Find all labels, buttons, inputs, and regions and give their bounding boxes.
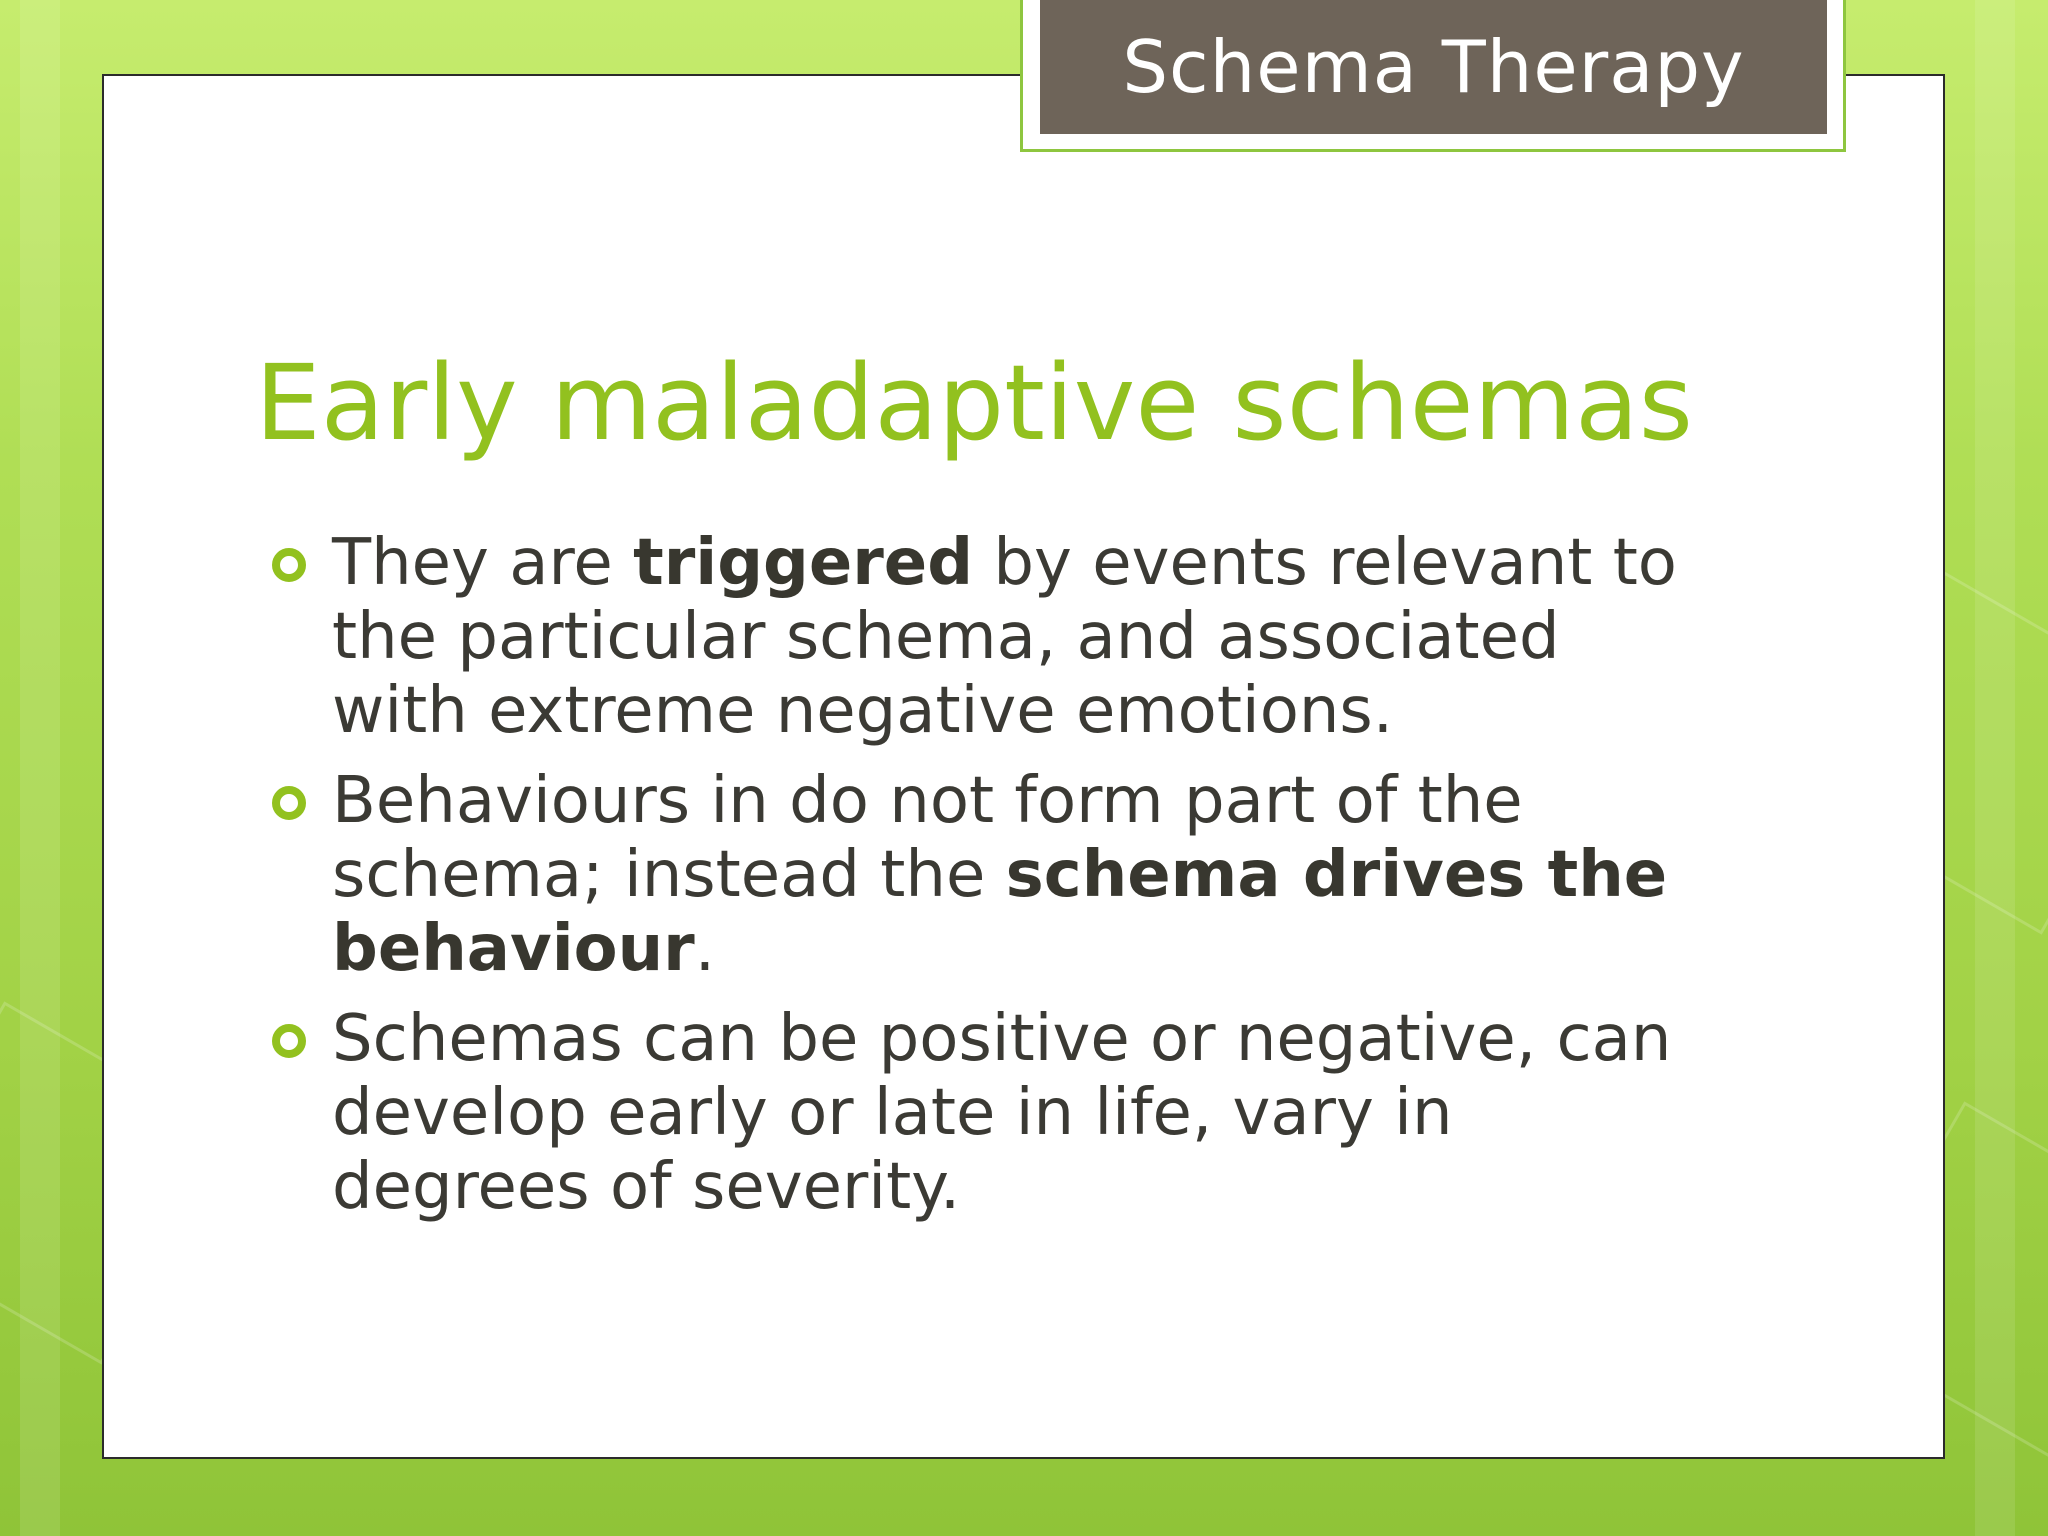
title-tab bbox=[1040, 0, 1827, 134]
bullet-item bbox=[270, 1002, 1690, 1224]
bullet-item bbox=[270, 764, 1690, 986]
bullet-emphasis: schema drives the behaviour bbox=[332, 838, 1668, 986]
bullet-list bbox=[270, 526, 1690, 1240]
ring-bullet-icon bbox=[272, 548, 306, 582]
ring-bullet-icon bbox=[272, 786, 306, 820]
bullet-item bbox=[270, 526, 1690, 748]
presentation-title: Schema Therapy bbox=[1122, 25, 1745, 109]
bullet-text: They are bbox=[332, 526, 634, 600]
bullet-text: . bbox=[694, 912, 716, 986]
slide-heading: Early maladaptive schemas bbox=[255, 342, 1693, 464]
bullet-text: Behaviours in do not form part of the schema; instead the bbox=[332, 764, 1523, 912]
bullet-text: by events relevant to the particular schema, and associated with extreme negative emotions. bbox=[332, 526, 1677, 748]
ring-bullet-icon bbox=[272, 1024, 306, 1058]
bullet-emphasis: triggered bbox=[633, 526, 973, 600]
bullet-text: Schemas can be positive or negative, can develop early or late in life, vary in degrees of severity. bbox=[332, 1002, 1672, 1224]
